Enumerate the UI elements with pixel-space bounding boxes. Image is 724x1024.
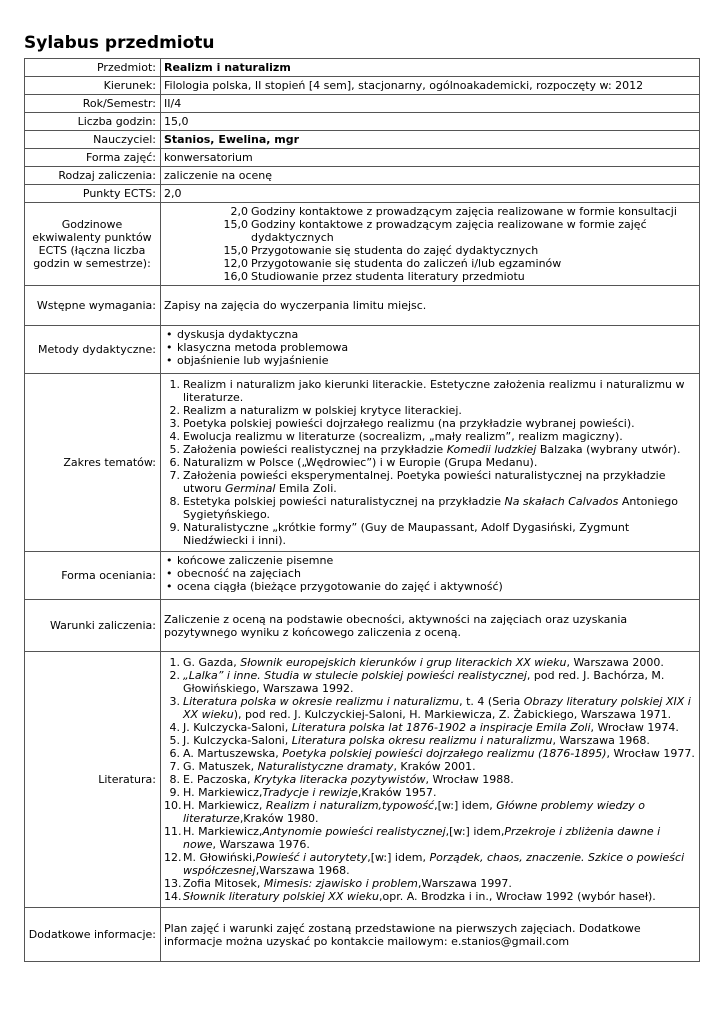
row-punkty-ects — [25, 185, 700, 203]
italic-title: Mimesis: zjawisko i problem — [263, 877, 418, 890]
value-przedmiot: Realizm i naturalizm — [161, 59, 700, 77]
value-metody-dydaktyczne — [161, 326, 700, 374]
italic-title: Powieść i autorytety — [255, 851, 368, 864]
item-number: 2. — [169, 404, 180, 417]
syllabus-table — [24, 58, 700, 962]
hours-value: 15,0 — [223, 218, 248, 231]
item-number: 5. — [169, 443, 180, 456]
item-text: Antoniego Sygietyńskiego. — [183, 495, 678, 521]
label-kierunek: Kierunek: — [25, 77, 161, 95]
hours-value: 15,0 — [223, 244, 248, 257]
hours-description: Godziny kontaktowe z prowadzącym zajęcia realizowane w formie konsultacji — [251, 205, 677, 218]
item-text: J. Kulczycka-Saloni, — [183, 734, 292, 747]
item-number: 9. — [169, 786, 180, 799]
italic-title: Realizm i naturalizm,typowość — [265, 799, 435, 812]
item-text: Balzaka (wybrany utwór). — [536, 443, 681, 456]
item-number: 4. — [169, 721, 180, 734]
item-text: Zofia Mitosek, — [183, 877, 264, 890]
literatura-list — [164, 656, 696, 903]
label-przedmiot: Przedmiot: — [25, 59, 161, 77]
hours-description: Studiowanie przez studenta literatury przedmiotu — [251, 270, 525, 283]
value-zakres-tematow — [161, 374, 700, 552]
item-number: 6. — [169, 747, 180, 760]
metoda-item: • dyskusja dydaktyczna — [164, 328, 696, 341]
literatura-item — [164, 721, 696, 734]
item-text: , Warszawa 2000. — [566, 656, 664, 669]
item-text: Ewolucja realizmu w literaturze (socrealizm, „mały realizm”, realizm magiczny). — [183, 430, 623, 443]
label-forma-zajec: Forma zajęć: — [25, 149, 161, 167]
item-text: , Kraków 2001. — [393, 760, 476, 773]
italic-title: Antynomie powieści realistycznej — [262, 825, 446, 838]
row-wstepne-wymagania — [25, 286, 700, 326]
temat-item — [164, 521, 696, 547]
row-kierunek — [25, 77, 700, 95]
item-text: H. Markiewicz, — [183, 786, 263, 799]
hours-list — [164, 205, 696, 283]
italic-title: Germinal — [225, 482, 276, 495]
temat-item — [164, 417, 696, 430]
item-number: 3. — [169, 417, 180, 430]
item-text: E. Paczoska, — [183, 773, 255, 786]
item-text: H. Markiewicz, — [183, 825, 263, 838]
italic-title: Na skałach Calvados — [504, 495, 619, 508]
literatura-item — [164, 695, 696, 721]
italic-title: Krytyka literacka pozytywistów — [254, 773, 426, 786]
italic-title: Poetyka polskiej powieści dojrzałego realizmu (1876-1895) — [282, 747, 607, 760]
temat-item — [164, 443, 696, 456]
italic-title: Przekroje i zbliżenia dawne i nowe — [183, 825, 661, 851]
item-text: Naturalizm w Polsce („Wędrowiec”) i w Europie (Grupa Medanu). — [183, 456, 538, 469]
label-warunki-zaliczenia: Warunki zaliczenia: — [25, 600, 161, 652]
item-text: Emila Zoli. — [275, 482, 337, 495]
temat-item — [164, 495, 696, 521]
label-rok-semestr: Rok/Semestr: — [25, 95, 161, 113]
item-text: , Wrocław 1974. — [590, 721, 679, 734]
item-text: Estetyka polskiej powieści naturalistycznej na przykładzie — [183, 495, 505, 508]
row-przedmiot — [25, 59, 700, 77]
hours-description: Godziny kontaktowe z prowadzącym zajęcia realizowane w formie zajęć dydaktycznych — [251, 218, 647, 244]
row-rodzaj-zaliczenia — [25, 167, 700, 185]
value-kierunek: Filologia polska, II stopień [4 sem], stacjonarny, ogólnoakademicki, rozpoczęty w: 2012 — [161, 77, 700, 95]
value-punkty-ects: 2,0 — [161, 185, 700, 203]
metoda-item: • klasyczna metoda problemowa — [164, 341, 696, 354]
item-number: 9. — [169, 521, 180, 534]
value-rok-semestr: II/4 — [161, 95, 700, 113]
value-dodatkowe-informacje: Plan zajęć i warunki zajęć zostaną przedstawione na pierwszych zajęciach. Dodatkowe informacje można uzyskać po kontakcie mailowym: e.stanios@gmail.com — [161, 908, 700, 962]
metoda-item: • objaśnienie lub wyjaśnienie — [164, 354, 696, 367]
italic-title: Komedii ludzkiej — [446, 443, 537, 456]
literatura-item — [164, 786, 696, 799]
italic-title: Obrazy literatury polskiej XIX i XX wieku — [183, 695, 691, 721]
literatura-item — [164, 877, 696, 890]
item-number: 8. — [169, 773, 180, 786]
value-forma-oceniania — [161, 552, 700, 600]
temat-item — [164, 456, 696, 469]
row-zakres-tematow — [25, 374, 700, 552]
italic-title: Tradycje i rewizje — [262, 786, 358, 799]
item-text: M. Głowiński, — [183, 851, 256, 864]
value-liczba-godzin: 15,0 — [161, 113, 700, 131]
item-text: , Warszawa 1968. — [552, 734, 650, 747]
row-warunki-zaliczenia — [25, 600, 700, 652]
ocenianie-item: • końcowe zaliczenie pisemne — [164, 554, 696, 567]
item-text: G. Gazda, — [183, 656, 241, 669]
label-zakres-tematow: Zakres tematów: — [25, 374, 161, 552]
item-text: ,Kraków 1957. — [357, 786, 437, 799]
label-metody-dydaktyczne: Metody dydaktyczne: — [25, 326, 161, 374]
hours-description: Przygotowanie się studenta do zaliczeń i/lub egzaminów — [251, 257, 562, 270]
value-literatura — [161, 652, 700, 908]
label-godzinowe-ekwiwalenty: Godzinowe ekwiwalenty punktów ECTS (łączna liczba godzin w semestrze): — [25, 203, 161, 286]
label-liczba-godzin: Liczba godzin: — [25, 113, 161, 131]
temat-item — [164, 404, 696, 417]
italic-title: Literatura polska w okresie realizmu i naturalizmu — [183, 695, 460, 708]
value-rodzaj-zaliczenia: zaliczenie na ocenę — [161, 167, 700, 185]
label-dodatkowe-informacje: Dodatkowe informacje: — [25, 908, 161, 962]
item-text: ,Warszawa 1968. — [255, 864, 350, 877]
value-wstepne-wymagania: Zapisy na zajęcia do wyczerpania limitu miejsc. — [161, 286, 700, 326]
italic-title: Porządek, chaos, znaczenie. Szkice o powieści współczesnej — [183, 851, 685, 877]
item-text: ,Kraków 1980. — [239, 812, 319, 825]
label-nauczyciel: Nauczyciel: — [25, 131, 161, 149]
literatura-item — [164, 799, 696, 825]
literatura-item — [164, 760, 696, 773]
literatura-item — [164, 734, 696, 747]
item-text: ,[w:] idem, — [434, 799, 497, 812]
label-punkty-ects: Punkty ECTS: — [25, 185, 161, 203]
item-number: 2. — [169, 669, 180, 682]
value-forma-zajec: konwersatorium — [161, 149, 700, 167]
value-nauczyciel: Stanios, Ewelina, mgr — [161, 131, 700, 149]
label-wstepne-wymagania: Wstępne wymagania: — [25, 286, 161, 326]
item-text: Naturalistyczne „krótkie formy” (Guy de Maupassant, Adolf Dygasiński, Zygmunt Niedźwiecki i inni). — [183, 521, 630, 547]
hours-value: 12,0 — [223, 257, 248, 270]
item-text: A. Martuszewska, — [183, 747, 283, 760]
temat-item — [164, 378, 696, 404]
item-text: ,[w:] idem, — [367, 851, 430, 864]
italic-title: Słownik europejskich kierunków i grup literackich XX wieku — [240, 656, 567, 669]
item-number: 7. — [169, 760, 180, 773]
row-forma-zajec — [25, 149, 700, 167]
item-text: Założenia powieści eksperymentalnej. Poetyka powieści naturalistycznej na przykładzie utworu — [183, 469, 666, 495]
temat-item — [164, 430, 696, 443]
item-text: G. Matuszek, — [183, 760, 258, 773]
item-text: , Wrocław 1988. — [425, 773, 514, 786]
literatura-item — [164, 669, 696, 695]
item-number: 12. — [164, 851, 182, 864]
item-text: ,Warszawa 1997. — [417, 877, 512, 890]
item-text: , pod red. J. Bachórza, M. Głowińskiego, Warszawa 1992. — [183, 669, 665, 695]
row-dodatkowe-informacje — [25, 908, 700, 962]
row-forma-oceniania — [25, 552, 700, 600]
item-number: 11. — [164, 825, 182, 838]
item-text: , Warszawa 1976. — [212, 838, 310, 851]
value-godzinowe-ekwiwalenty — [161, 203, 700, 286]
item-text: ), pod red. J. Kulczyckiej-Saloni, H. Markiewicza, Z. Żabickiego, Warszawa 1971. — [233, 708, 672, 721]
italic-title: Naturalistyczne dramaty — [257, 760, 394, 773]
literatura-item — [164, 773, 696, 786]
item-number: 6. — [169, 456, 180, 469]
row-metody-dydaktyczne — [25, 326, 700, 374]
item-text: ,opr. A. Brodzka i in., Wrocław 1992 (wybór haseł). — [379, 890, 656, 903]
item-number: 10. — [164, 799, 182, 812]
value-warunki-zaliczenia: Zaliczenie z oceną na podstawie obecności, aktywności na zajęciach oraz uzyskania pozytywnego wyniku z końcowego zaliczenia z oceną. — [161, 600, 700, 652]
italic-title: Literatura polska okresu realizmu i naturalizmu — [291, 734, 553, 747]
ocenianie-item: • obecność na zajęciach — [164, 567, 696, 580]
item-number: 4. — [169, 430, 180, 443]
italic-title: „Lalka” i inne. Studia w stulecie polskiej powieści realistycznej — [183, 669, 527, 682]
hours-value: 2,0 — [230, 205, 248, 218]
item-number: 1. — [169, 656, 180, 669]
item-number: 7. — [169, 469, 180, 482]
label-rodzaj-zaliczenia: Rodzaj zaliczenia: — [25, 167, 161, 185]
item-text: ,[w:] idem, — [445, 825, 505, 838]
literatura-item — [164, 656, 696, 669]
row-nauczyciel — [25, 131, 700, 149]
item-number: 1. — [169, 378, 180, 391]
item-text: Realizm a naturalizm w polskiej krytyce literackiej. — [183, 404, 462, 417]
italic-title: Literatura polska lat 1876-1902 a inspiracje Emila Zoli — [291, 721, 591, 734]
item-text: , t. 4 (Seria — [459, 695, 524, 708]
literatura-item — [164, 825, 696, 851]
italic-title: Główne problemy wiedzy o literaturze — [183, 799, 646, 825]
italic-title: Słownik literatury polskiej XX wieku — [183, 890, 380, 903]
row-rok-semestr — [25, 95, 700, 113]
item-text: , Wrocław 1977. — [606, 747, 695, 760]
page-title: Sylabus przedmiotu — [24, 33, 215, 53]
ocenianie-item: • ocena ciągła (bieżące przygotowanie do zajęć i aktywność) — [164, 580, 696, 593]
item-text: Realizm i naturalizm jako kierunki literackie. Estetyczne założenia realizmu i naturalizmu w literaturze. — [183, 378, 685, 404]
hours-value: 16,0 — [223, 270, 248, 283]
temat-item — [164, 469, 696, 495]
row-liczba-godzin — [25, 113, 700, 131]
item-text: J. Kulczycka-Saloni, — [183, 721, 292, 734]
literatura-item — [164, 890, 696, 903]
item-text: H. Markiewicz, — [183, 799, 266, 812]
item-number: 8. — [169, 495, 180, 508]
literatura-item — [164, 851, 696, 877]
hours-description: Przygotowanie się studenta do zajęć dydaktycznych — [251, 244, 539, 257]
item-number: 3. — [169, 695, 180, 708]
item-text: Poetyka polskiej powieści dojrzałego realizmu (na przykładzie wybranej powieści). — [183, 417, 635, 430]
label-forma-oceniania: Forma oceniania: — [25, 552, 161, 600]
item-number: 14. — [164, 890, 182, 903]
zakres-list — [164, 378, 696, 547]
row-literatura — [25, 652, 700, 908]
row-godzinowe-ekwiwalenty — [25, 203, 700, 286]
item-text: Założenia powieści realistycznej na przykładzie — [183, 443, 447, 456]
item-number: 13. — [164, 877, 182, 890]
literatura-item — [164, 747, 696, 760]
item-number: 5. — [169, 734, 180, 747]
metody-list — [164, 328, 696, 367]
oceniania-list — [164, 554, 696, 593]
label-literatura: Literatura: — [25, 652, 161, 908]
